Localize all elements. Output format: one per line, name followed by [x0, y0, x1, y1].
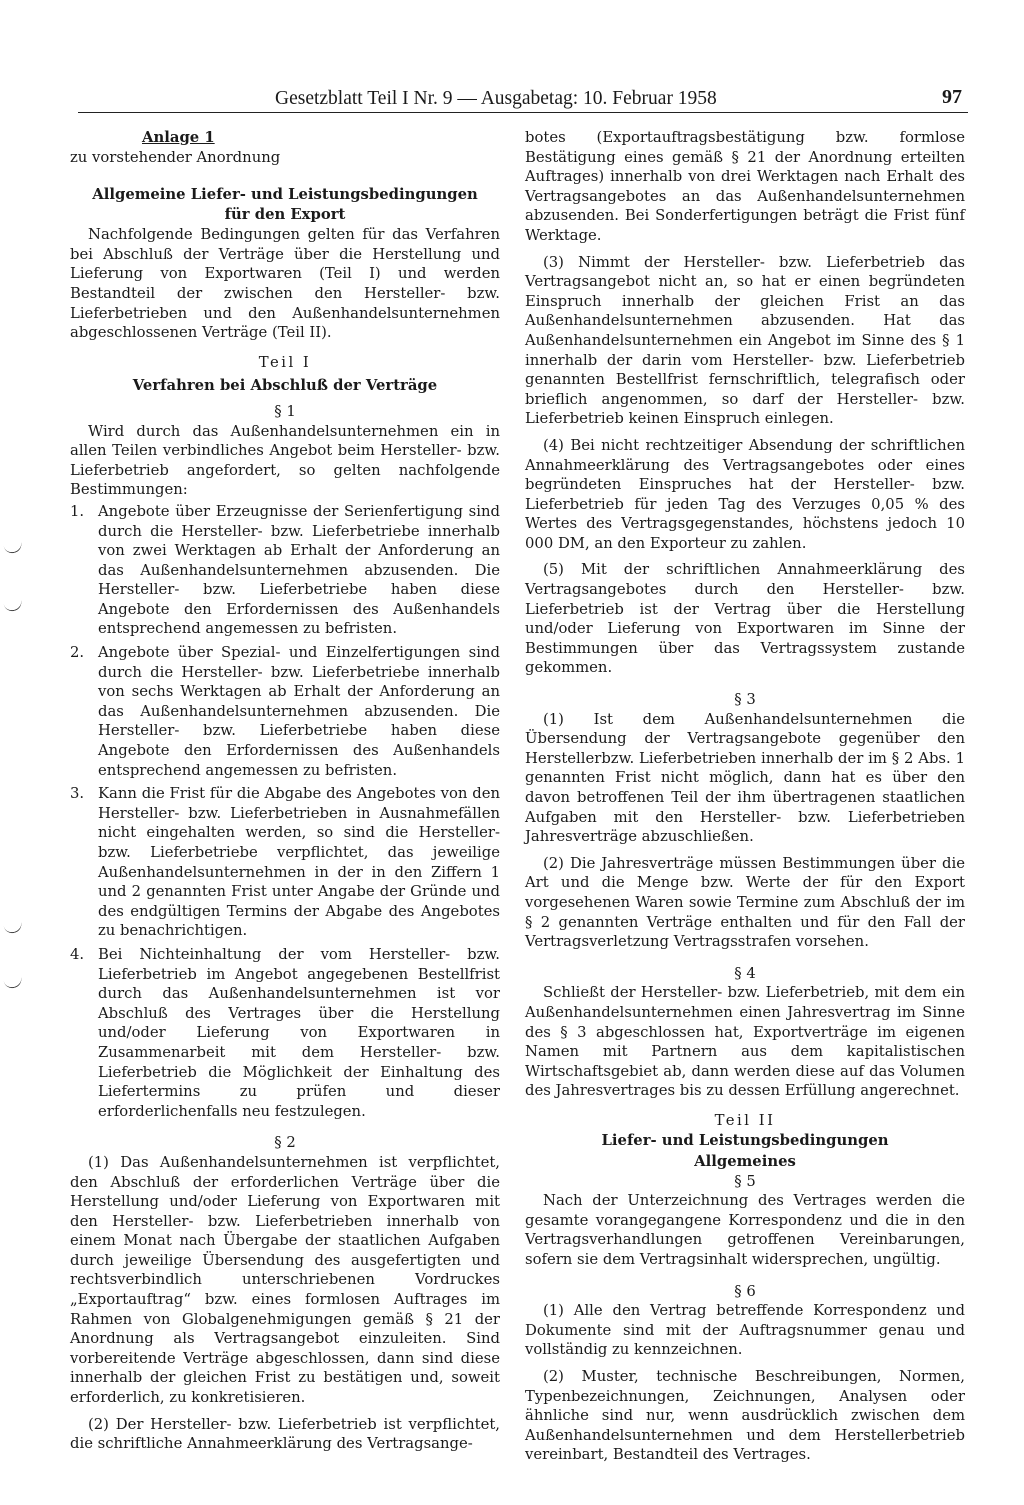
- right-column: [525, 128, 965, 1465]
- list-item-number: 1.: [70, 502, 85, 520]
- general-heading: Allgemeines: [694, 1153, 796, 1171]
- margin-mark: [3, 918, 24, 935]
- section-4-heading: § 4: [734, 964, 756, 982]
- gazette-title: Gesetzblatt Teil I Nr. 9 — Ausgabetag: 10. Februar 1958: [275, 88, 717, 109]
- section-1-heading: § 1: [274, 402, 296, 420]
- part-2-title: Teil II: [714, 1111, 776, 1129]
- continued-paragraph: botes (Exportauftragsbestätigung bzw. formlose Bestätigung eines gemäß § 21 der Anordnung erteilten Auftrages) innerhalb von drei Werktagen nach Erhalt des Vertragsangebotes an das Außenhandelsunternehmen abzusenden. Bei Sonderfertigungen beträgt die Frist fünf Werktage.: [525, 129, 965, 244]
- section-6-paragraph-2: (2) Muster, technische Beschreibungen, Normen, Typenbezeichnungen, Zeichnungen, Analysen oder ähnliche sind nur, wenn ausdrücklich zwischen dem Außenhandelsunternehmen und dem Herstellerbetrieb vereinbart, Bestandteil des Vertrages.: [525, 1368, 965, 1464]
- list-item-number: 3.: [70, 785, 85, 803]
- document-title-line-2: für den Export: [224, 206, 346, 224]
- list-item: [70, 945, 500, 1121]
- section-6-heading: § 6: [734, 1282, 756, 1300]
- margin-mark: [3, 596, 24, 613]
- section-1-list: [70, 502, 500, 1121]
- list-item-text: Angebote über Spezial- und Einzelfertigungen sind durch die Hersteller- bzw. Lieferbetriebe innerhalb von sechs Werktagen ab Erhalt der Anforderung an das Außenhandelsunternehmen abzusenden. Die Hersteller- bzw. Lieferbetriebe haben diese Angebote den Erfordernissen des Außenhandels entsprechend angemessen zu befristen.: [98, 644, 500, 779]
- section-3-heading: § 3: [734, 691, 756, 709]
- annex-title: Anlage 1: [142, 129, 215, 146]
- page-number: 97: [942, 86, 962, 108]
- list-item-text: Kann die Frist für die Abgabe des Angebotes von den Hersteller- bzw. Lieferbetrieben in Ausnahmefällen nicht eingehalten werden, so sind die Hersteller- bzw. Lieferbetriebe verpflichtet, das jeweilige Außenhandelsunternehmen in der in den Ziffern 1 und 2 genannten Frist unter Angabe der Gründe und des endgültigen Termins der Abgabe des Angebotes zu benachrichtigen.: [98, 785, 500, 940]
- section-6-paragraph-1: (1) Alle den Vertrag betreffende Korrespondenz und Dokumente sind mit der Auftragsnummer genau und vollständig zu kennzeichnen.: [525, 1302, 965, 1359]
- list-item: [70, 643, 500, 780]
- section-3-paragraph-2: (2) Die Jahresverträge müssen Bestimmungen über die Art und die Menge bzw. Werte der für den Export vorgesehenen Waren sowie Termine zum Abschluß der im § 2 genannten Verträge enthalten und für den Fall der Vertragsverletzung Vertragsstrafen vorsehen.: [525, 854, 965, 951]
- margin-mark: [3, 973, 24, 990]
- part-2-subtitle: Liefer- und Leistungsbedingungen: [601, 1131, 889, 1149]
- section-5-paragraph-1: Nach der Unterzeichnung des Vertrages werden die gesamte vorangegangene Korrespondenz und die in den Vertragsverhandlungen getroffenen Vereinbarungen, sofern sie dem Vertragsinhalt widersprechen, ungültig.: [525, 1192, 965, 1269]
- list-item-number: 2.: [70, 644, 85, 662]
- section-2-paragraph-1: (1) Das Außenhandelsunternehmen ist verpflichtet, den Abschluß der erforderlichen Verträge über die Herstellung und/oder Lieferung von Exportwaren mit den Hersteller- bzw. Lieferbetrieben innerhalb von einem Monat nach Übergabe der staatlichen Aufgaben durch jeweilige Übersendung des ausgefertigten und rechtsverbindlich unterschriebenen Vordruckes „Exportauftrag“ bzw. eines formlosen Auftrages im Rahmen von Globalgenehmigungen gemäß § 21 der Anordnung als Vertragsangebot einzuleiten. Sind vorbereitende Verträge abgeschlossen, dann sind diese innerhalb der gleichen Frist zu bestätigen und, soweit erforderlich, zu konkretisieren.: [70, 1153, 500, 1407]
- section-2-paragraph-4: (4) Bei nicht rechtzeitiger Absendung der schriftlichen Annahmeerklärung des Vertragsangebotes oder eines begründeten Einspruches hat der Hersteller- bzw. Lieferbetrieb für jeden Tag des Verzuges 0,05 % des Wertes des Vertragsgegenstandes, höchstens jedoch 10 000 DM, an den Exporteur zu zahlen.: [525, 436, 965, 552]
- annex-subtitle: zu vorstehender Anordnung: [70, 148, 281, 166]
- list-item-text: Angebote über Erzeugnisse der Serienfertigung sind durch die Hersteller- bzw. Lieferbetriebe innerhalb von zwei Werktagen ab Erhalt der Anforderung an das Außenhandelsunternehmen abzusenden. Die Hersteller- bzw. Lieferbetriebe haben diese Angebote den Erfordernissen des Außenhandels entsprechend angemessen zu befristen.: [98, 502, 500, 638]
- section-4-paragraph-1: Schließt der Hersteller- bzw. Lieferbetrieb, mit dem ein Außenhandelsunternehmen einen Jahresvertrag im Sinne des § 3 abgeschlossen hat, Exportverträge im eigenen Namen mit Partnern aus dem kapitalistischen Wirtschaftsgebiet ab, dann werden diese auf das Volumen des Jahresvertrages bis zu dessen Erfüllung angerechnet.: [525, 984, 965, 1100]
- list-item-number: 4.: [70, 945, 85, 963]
- list-item: [70, 784, 500, 941]
- document-title-line-1: Allgemeine Liefer- und Leistungsbedingungen: [92, 186, 478, 204]
- left-column: [70, 128, 500, 1454]
- section-5-heading: § 5: [734, 1172, 756, 1190]
- section-2-paragraph-2: (2) Der Hersteller- bzw. Lieferbetrieb ist verpflichtet, die schriftliche Annahmeerklärung des Vertragsange-: [70, 1415, 500, 1453]
- margin-mark: [3, 538, 24, 555]
- list-item-text: Bei Nichteinhaltung der vom Hersteller- bzw. Lieferbetrieb im Angebot angegebenen Bestellfrist durch das Außenhandelsunternehmen ist vor Abschluß des Vertrages über die Herstellung und/oder Lieferung von Exportwaren in Zusammenarbeit mit dem Hersteller- bzw. Lieferbetrieb die Möglichkeit der Einhaltung des Liefertermins zu prüfen und dieser erforderlichenfalls neu festzulegen.: [98, 945, 500, 1120]
- page-header: [78, 88, 968, 113]
- part-1-subtitle: Verfahren bei Abschluß der Verträge: [132, 377, 438, 395]
- section-1-intro: Wird durch das Außenhandelsunternehmen ein in allen Teilen verbindliches Angebot beim Hersteller- bzw. Lieferbetrieb angefordert, so gelten nachfolgende Bestimmungen:: [70, 422, 500, 499]
- section-2-paragraph-3: (3) Nimmt der Hersteller- bzw. Lieferbetrieb das Vertragsangebot nicht an, so hat er einen begründeten Einspruch innerhalb der gleichen Frist an das Außenhandelsunternehmen abzusenden. Hat das Außenhandelsunternehmen ein Angebot im Sinne des § 1 innerhalb der darin vom Hersteller- bzw. Lieferbetrieb genannten Bestellfrist fernschriftlich, telegrafisch oder brieflich angenommen, so darf der Hersteller- bzw. Lieferbetrieb keinen Einspruch einlegen.: [525, 253, 965, 428]
- intro-paragraph: Nachfolgende Bedingungen gelten für das Verfahren bei Abschluß der Verträge über die Herstellung und Lieferung von Exportwaren (Teil I) und werden Bestandteil der zwischen den Hersteller- bzw. Lieferbetrieben und den Außenhandelsunternehmen abgeschlossenen Verträge (Teil II).: [70, 226, 500, 342]
- list-item: [70, 502, 500, 639]
- section-3-paragraph-1: (1) Ist dem Außenhandelsunternehmen die Übersendung der Vertragsangebote gegenüber den Herstellerbzw. Lieferbetrieben innerhalb der im § 2 Abs. 1 genannten Frist nicht möglich, dann hat es über den davon betroffenen Teil der ihm übertragenen staatlichen Aufgaben mit den Hersteller- bzw. Lieferbetrieben Jahresverträge abzuschließen.: [525, 710, 965, 846]
- part-1-title: Teil I: [258, 353, 312, 371]
- section-2-heading: § 2: [274, 1134, 296, 1152]
- section-2-paragraph-5: (5) Mit der schriftlichen Annahmeerklärung des Vertragsangebotes durch den Hersteller- bzw. Lieferbetrieb ist der Vertrag über die Herstellung und/oder Lieferung von Exportwaren im Sinne der Bestimmungen über das Vertragssystem zustande gekommen.: [525, 561, 965, 677]
